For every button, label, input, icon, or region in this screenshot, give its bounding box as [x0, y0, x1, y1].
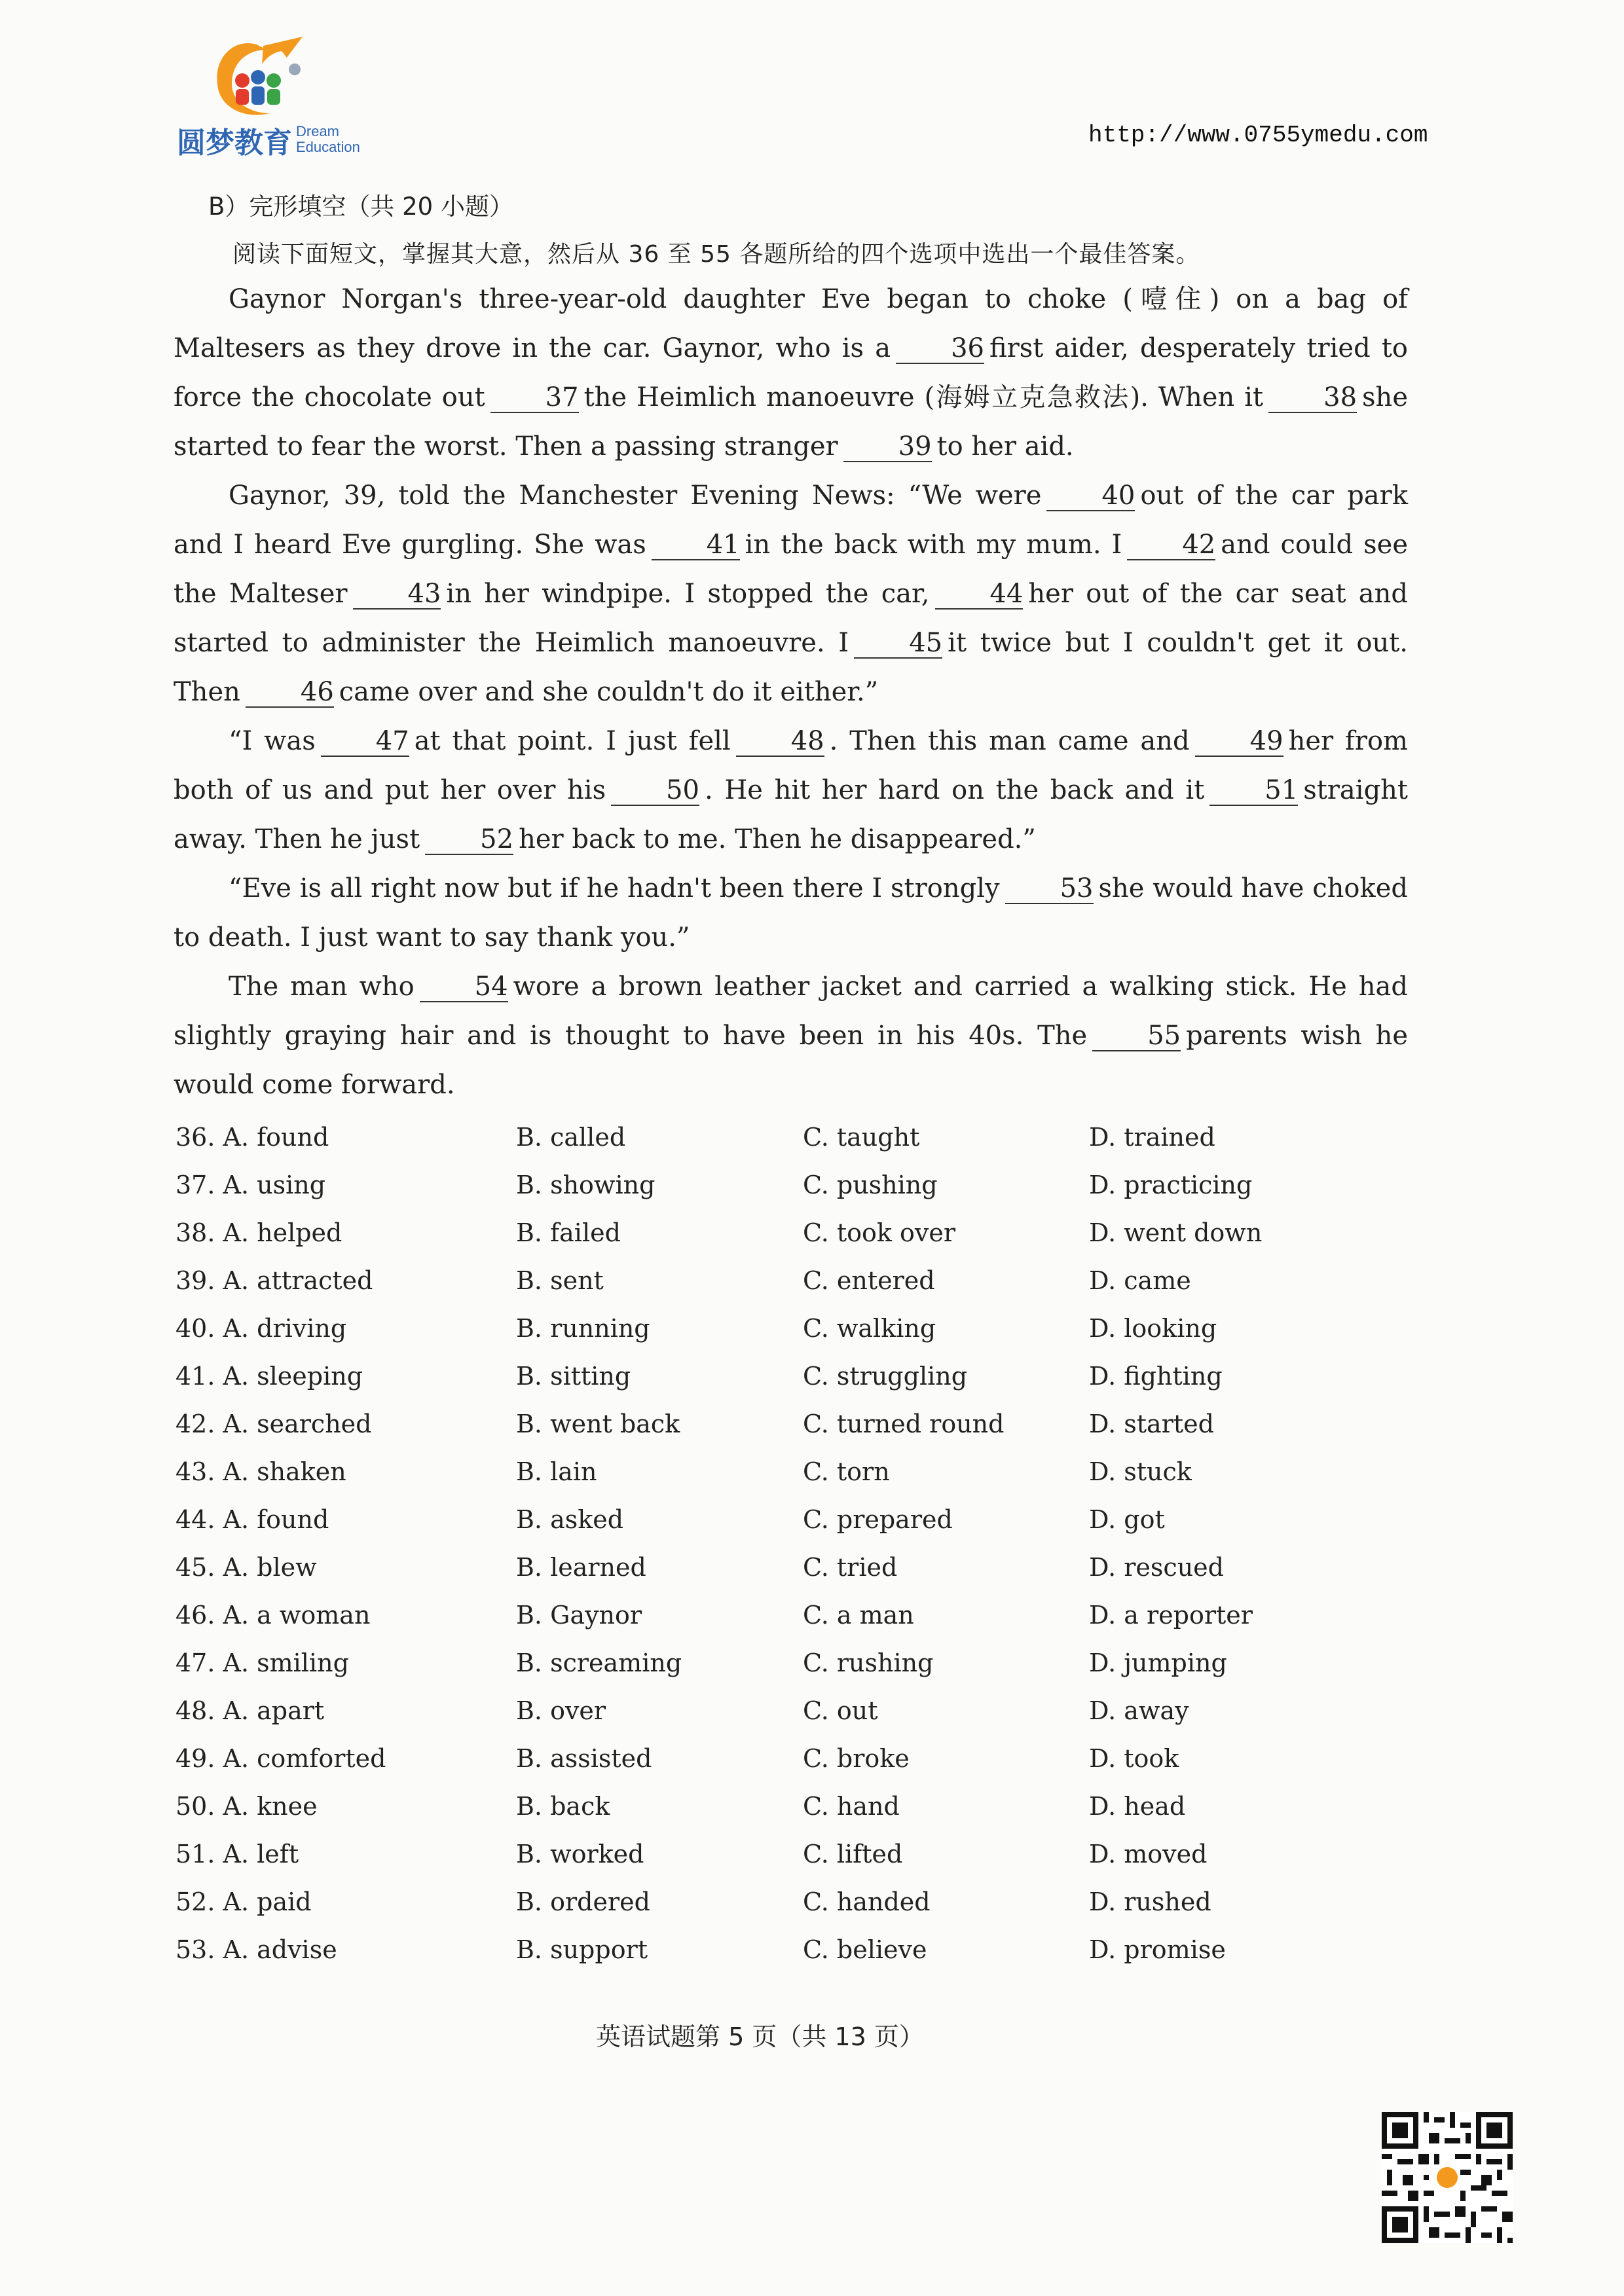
blank-46: 46	[246, 678, 334, 708]
question-50-options	[175, 1782, 1341, 1830]
answer-options	[175, 1113, 1341, 1973]
blank-53: 53	[1005, 874, 1094, 904]
option-c: C. out	[803, 1696, 878, 1725]
passage-paragraph-3: “I was 47 at that point. I just fell 48 . Then this man came and 49 her from both of us and put her over his 50 . He hit her hard on the back and it 51 straight away. Then he just 52 her back to me. Then he disappeared.”	[174, 726, 1409, 854]
question-39-options	[175, 1256, 1341, 1304]
question-42-options	[175, 1400, 1341, 1448]
logo-en-1: Dream	[296, 123, 340, 139]
question-52-options	[175, 1878, 1341, 1925]
option-d: D. a reporter	[1089, 1600, 1253, 1630]
question-47-options	[175, 1639, 1341, 1686]
blank-48: 48	[736, 727, 824, 757]
option-b: B. assisted	[516, 1743, 652, 1773]
option-b: B. support	[516, 1935, 648, 1964]
logo-globe	[289, 64, 301, 75]
option-d: D. moved	[1089, 1839, 1208, 1868]
question-38-options	[175, 1209, 1341, 1256]
logo-en-2: Education	[296, 139, 360, 155]
option-d: D. promise	[1089, 1935, 1226, 1964]
question-53-options	[175, 1925, 1341, 1973]
logo-person-2	[251, 70, 265, 84]
option-b: B. lain	[516, 1457, 597, 1486]
option-b: B. screaming	[516, 1648, 682, 1677]
blank-44: 44	[935, 579, 1024, 610]
section-title: B）完形填空（共 20 小题）	[208, 192, 513, 221]
option-c: C. prepared	[803, 1504, 953, 1534]
option-c: C. believe	[803, 1935, 927, 1964]
option-b: B. over	[516, 1696, 606, 1725]
option-d: D. rushed	[1089, 1887, 1211, 1916]
option-c: C. broke	[803, 1743, 910, 1773]
option-a: 37. A. using	[175, 1170, 326, 1199]
option-d: D. away	[1089, 1696, 1189, 1725]
logo-person-1	[235, 73, 249, 88]
question-48-options	[175, 1686, 1341, 1734]
option-d: D. went down	[1089, 1218, 1263, 1247]
option-d: D. came	[1089, 1266, 1191, 1295]
option-b: B. showing	[516, 1170, 655, 1199]
option-a: 53. A. advise	[175, 1935, 337, 1964]
question-40-options	[175, 1304, 1341, 1352]
option-b: B. back	[516, 1791, 610, 1821]
question-46-options	[175, 1591, 1341, 1639]
blank-52: 52	[425, 825, 513, 855]
blank-49: 49	[1195, 727, 1283, 757]
dream-education-logo	[172, 31, 381, 162]
option-c: C. taught	[803, 1122, 920, 1152]
option-b: B. went back	[516, 1409, 680, 1438]
passage-paragraph-2: Gaynor, 39, told the Manchester Evening News: “We were 40 out of the car park and I heard Eve gurgling. She was 41 in the back with my mum. I 42 and could see the Malteser 43 in her windpipe. I stopped the car, 44 her out of the car seat and started to administer the Heimlich manoeuvre. I 45 it twice but I couldn't get it out. Then 46 came over and she couldn't do it either.”	[174, 481, 1409, 707]
question-44-options	[175, 1495, 1341, 1543]
blank-54: 54	[420, 972, 508, 1002]
header-url[interactable]: http://www.0755ymedu.com	[1088, 122, 1428, 149]
option-d: D. took	[1089, 1743, 1179, 1773]
blank-38: 38	[1268, 383, 1357, 413]
question-41-options	[175, 1352, 1341, 1400]
logo-cn: 圆梦教育	[177, 126, 292, 160]
blank-41: 41	[652, 530, 740, 560]
blank-43: 43	[353, 579, 441, 610]
option-c: C. took over	[803, 1218, 956, 1247]
option-b: B. sitting	[516, 1361, 631, 1391]
logo-arrow	[262, 37, 303, 64]
passage-paragraph-5: The man who 54 wore a brown leather jacket and carried a walking stick. He had slightly graying hair and is thought to have been in his 40s. The 55 parents wish he would come forward.	[174, 972, 1409, 1100]
option-b: B. sent	[516, 1266, 604, 1295]
logo-person-3	[267, 73, 281, 88]
option-b: B. learned	[516, 1552, 646, 1582]
option-b: B. failed	[516, 1218, 621, 1247]
option-d: D. fighting	[1089, 1361, 1223, 1391]
option-a: 36. A. found	[175, 1122, 329, 1152]
option-c: C. entered	[803, 1266, 935, 1295]
option-c: C. turned round	[803, 1409, 1005, 1438]
blank-55: 55	[1092, 1021, 1181, 1051]
question-43-options	[175, 1448, 1341, 1495]
option-d: D. rescued	[1089, 1552, 1224, 1582]
option-d: D. head	[1089, 1791, 1186, 1821]
option-d: D. got	[1089, 1504, 1165, 1534]
option-a: 40. A. driving	[175, 1313, 347, 1343]
blank-36: 36	[896, 334, 984, 364]
question-45-options	[175, 1543, 1341, 1591]
question-36-options	[175, 1113, 1341, 1161]
option-c: C. tried	[803, 1552, 898, 1582]
option-a: 50. A. knee	[175, 1791, 318, 1821]
option-a: 46. A. a woman	[175, 1600, 371, 1630]
blank-42: 42	[1127, 530, 1215, 560]
option-c: C. torn	[803, 1457, 890, 1486]
option-a: 47. A. smiling	[175, 1648, 349, 1677]
option-a: 39. A. attracted	[175, 1266, 373, 1295]
qr-code[interactable]	[1382, 2112, 1513, 2243]
option-c: C. a man	[803, 1600, 914, 1630]
option-d: D. jumping	[1089, 1648, 1227, 1677]
option-c: C. rushing	[803, 1648, 934, 1677]
section-instruction: 阅读下面短文，掌握其大意，然后从 36 至 55 各题所给的四个选项中选出一个最佳答案。	[232, 241, 1200, 268]
option-b: B. called	[516, 1122, 626, 1152]
blank-51: 51	[1209, 776, 1298, 806]
option-a: 38. A. helped	[175, 1218, 342, 1247]
option-a: 42. A. searched	[175, 1409, 372, 1438]
blank-47: 47	[321, 727, 409, 757]
option-d: D. stuck	[1089, 1457, 1192, 1486]
option-c: C. walking	[803, 1313, 936, 1343]
option-d: D. practicing	[1089, 1170, 1253, 1199]
question-37-options	[175, 1161, 1341, 1209]
option-d: D. looking	[1089, 1313, 1217, 1343]
option-a: 41. A. sleeping	[175, 1361, 363, 1391]
question-51-options	[175, 1830, 1341, 1878]
blank-37: 37	[490, 383, 579, 413]
page-number-footer: 英语试题第 5 页（共 13 页）	[596, 2022, 924, 2051]
option-d: D. trained	[1089, 1122, 1215, 1152]
option-b: B. running	[516, 1313, 650, 1343]
option-a: 51. A. left	[175, 1839, 299, 1868]
option-a: 43. A. shaken	[175, 1457, 346, 1486]
option-b: B. ordered	[516, 1887, 650, 1916]
option-c: C. struggling	[803, 1361, 968, 1391]
passage-paragraph-1: Gaynor Norgan's three-year-old daughter Eve began to choke (噎住) on a bag of Maltesers as they drove in the car. Gaynor, who is a 36 first aider, desperately tried to force the chocolate out 37 the Heimlich manoeuvre (海姆立克急救法). When it 38 she started to fear the worst. Then a passing stranger 39 to her aid.	[174, 284, 1408, 462]
option-a: 48. A. apart	[175, 1696, 325, 1725]
option-c: C. pushing	[803, 1170, 938, 1199]
option-c: C. handed	[803, 1887, 931, 1916]
blank-39: 39	[843, 432, 932, 462]
option-a: 45. A. blew	[175, 1552, 317, 1582]
option-b: B. worked	[516, 1839, 644, 1868]
qr-center-logo	[1437, 2167, 1458, 2188]
cloze-passage	[174, 275, 1408, 1110]
option-c: C. hand	[803, 1791, 900, 1821]
blank-45: 45	[854, 629, 942, 659]
option-d: D. started	[1089, 1409, 1214, 1438]
option-c: C. lifted	[803, 1839, 903, 1868]
question-49-options	[175, 1734, 1341, 1782]
option-b: B. asked	[516, 1504, 624, 1534]
passage-paragraph-4: “Eve is all right now but if he hadn't been there I strongly 53 she would have choked to death. I just want to say thank you.”	[174, 873, 1408, 953]
option-a: 44. A. found	[175, 1504, 329, 1534]
option-a: 49. A. comforted	[175, 1743, 386, 1773]
blank-40: 40	[1046, 481, 1135, 511]
option-b: B. Gaynor	[516, 1600, 642, 1630]
blank-50: 50	[611, 776, 699, 806]
option-a: 52. A. paid	[175, 1887, 312, 1916]
